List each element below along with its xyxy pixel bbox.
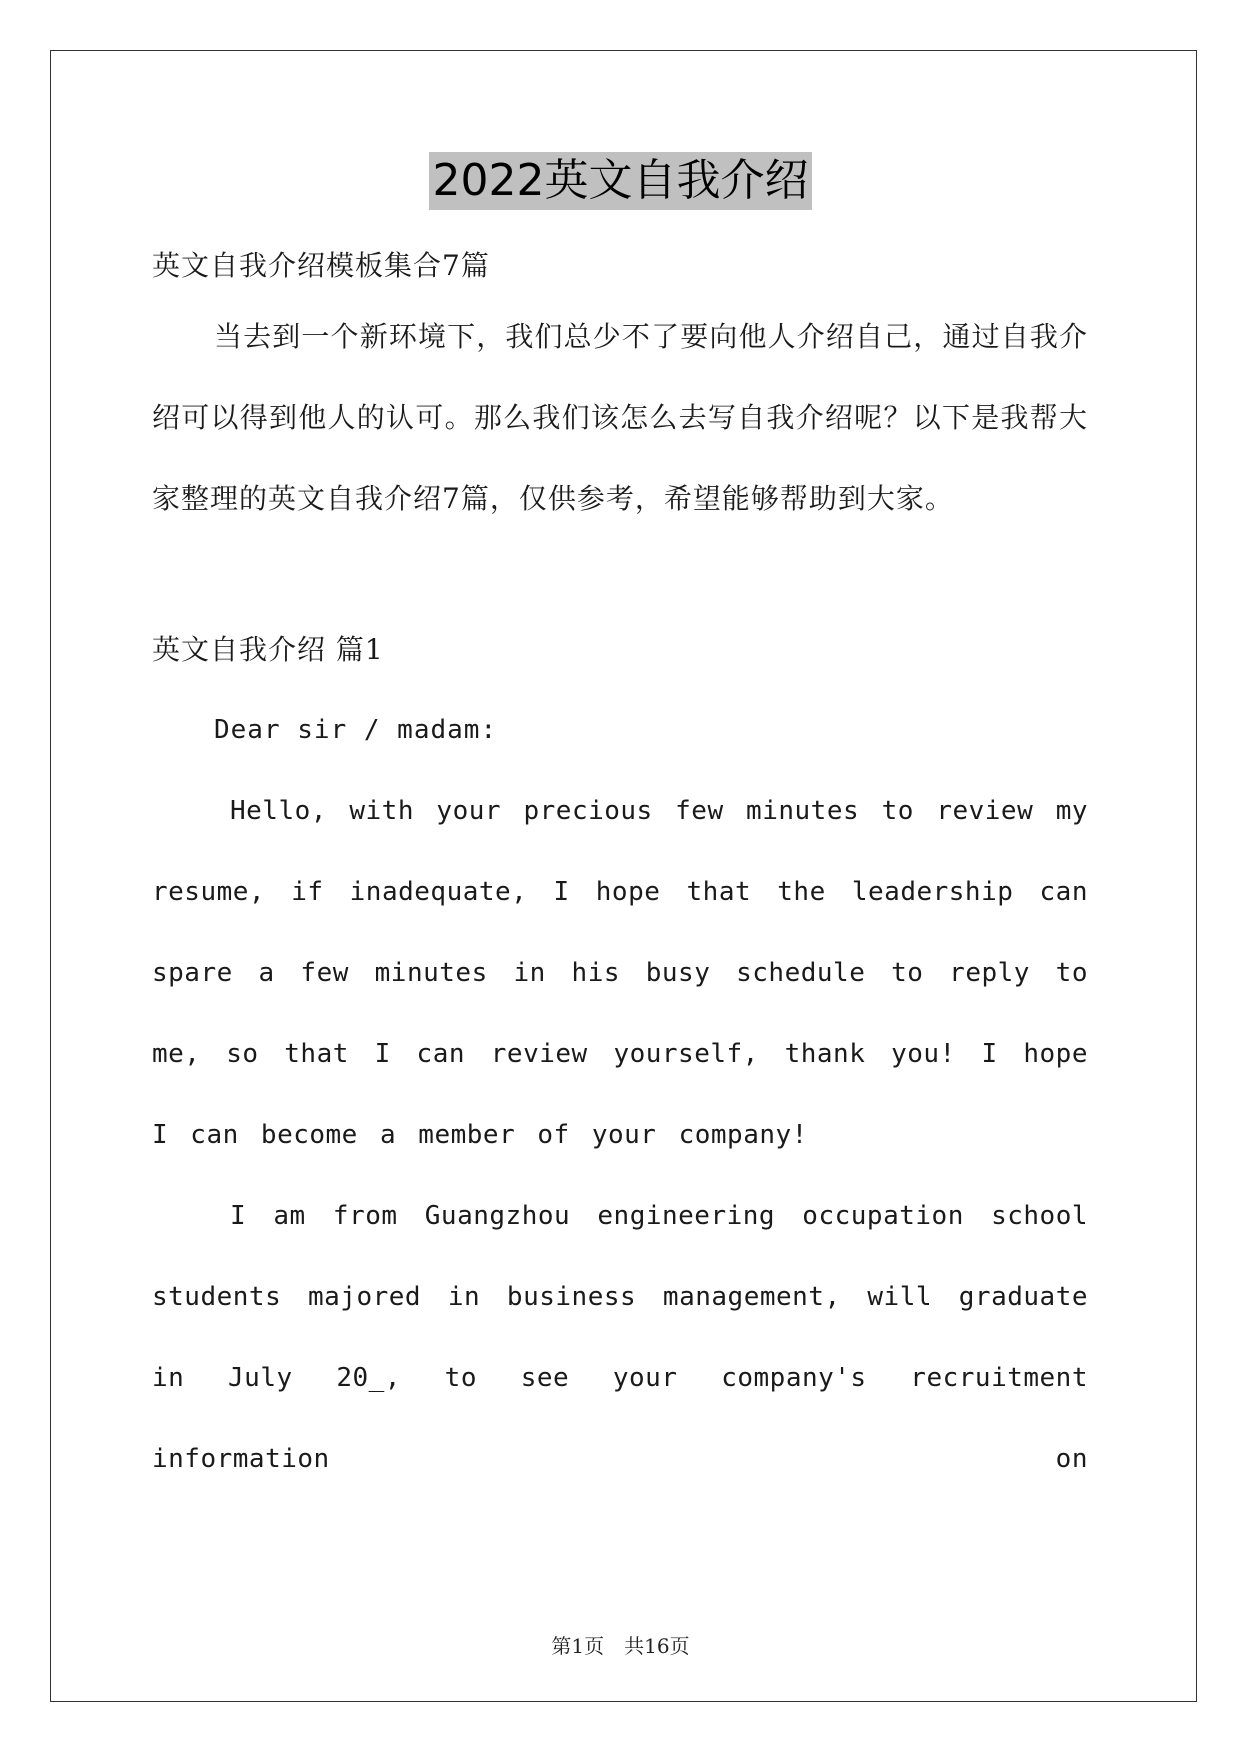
page-number: 第1页 [551, 1634, 605, 1658]
document-subtitle: 英文自我介绍模板集合7篇 [152, 249, 490, 282]
page-footer [0, 1630, 1241, 1659]
body-paragraph-1: Hello, with your precious few minutes to review my resume, if inadequate, I hope that the leadership can spare a few minutes in his busy schedule to reply to me, so that I can review yourself, thank you! I hope I can become a member of your company! [152, 796, 1088, 1150]
title-container [0, 152, 1241, 210]
page-total: 共16页 [624, 1634, 690, 1658]
document-body [152, 236, 1088, 1500]
intro-paragraph: 当去到一个新环境下，我们总少不了要向他人介绍自己，通过自我介绍可以得到他人的认可。那么我们该怎么去写自我介绍呢？以下是我帮大家整理的英文自我介绍7篇，仅供参考，希望能够帮助到大家。 [152, 320, 1088, 515]
section-heading: 英文自我介绍 篇1 [152, 633, 384, 666]
salutation: Dear sir / madam: [214, 715, 498, 745]
body-paragraph-2: I am from Guangzhou engineering occupation school students majored in business management, will graduate in July 20_, to see your company's recruitment information on [152, 1201, 1088, 1474]
document-title: 2022英文自我介绍 [429, 152, 813, 210]
